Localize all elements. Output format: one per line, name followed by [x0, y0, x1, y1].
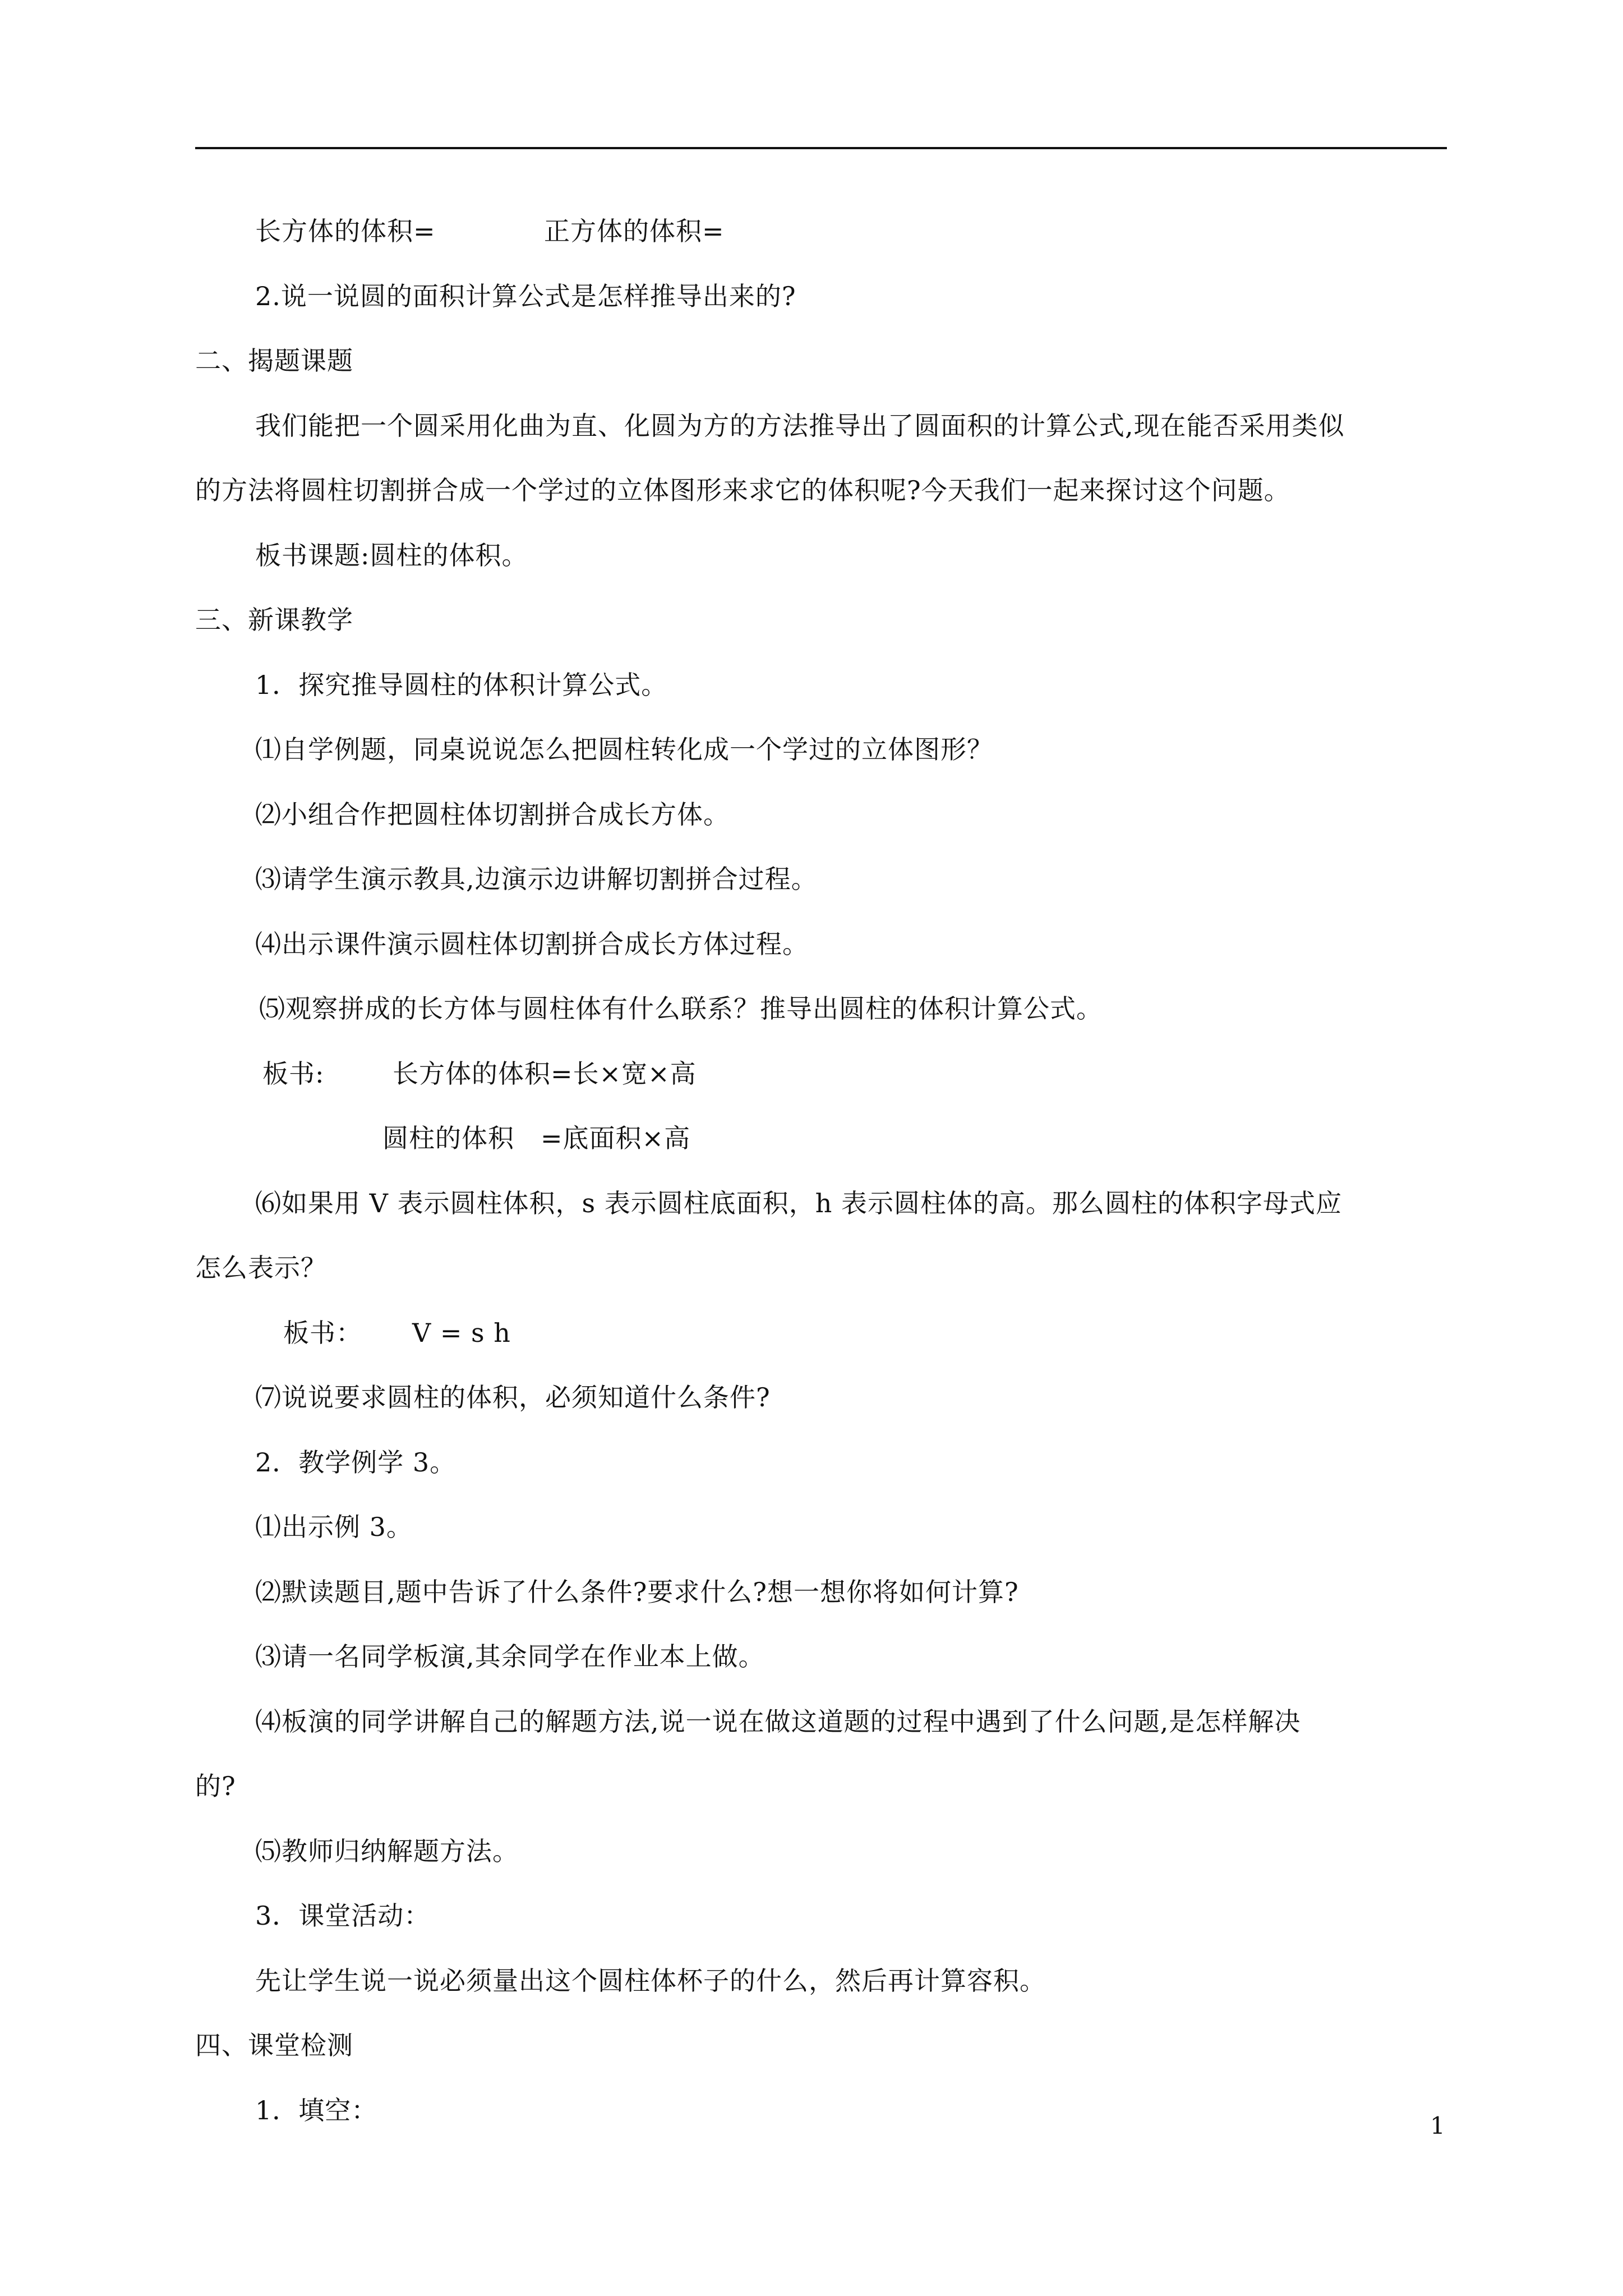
text-example-1: ⑴出示例 3。 [255, 1512, 413, 1542]
text-example-4-line-1: ⑷板演的同学讲解自己的解题方法,说一说在做这道题的过程中遇到了什么问题,是怎样解决 [255, 1706, 1301, 1737]
board-label-1: 板书: [262, 1059, 325, 1089]
text-fill-blank: 1．填空： [255, 2095, 378, 2125]
text-paragraph-line-2: 的方法将圆柱切割拼合成一个学过的立体图形来求它的体积呢?今天我们一起来探讨这个问题。 [195, 475, 1290, 505]
text-example-4-line-2: 的? [195, 1771, 236, 1801]
formula-cylinder: 圆柱的体积 =底面积×高 [382, 1123, 691, 1153]
text-example-3: ⑶请一名同学板演,其余同学在作业本上做。 [255, 1641, 765, 1672]
text-item-7: ⑺说说要求圆柱的体积，必须知道什么条件? [255, 1382, 771, 1412]
text-item-2: ⑵小组合作把圆柱体切割拼合成长方体。 [255, 799, 730, 830]
text-activity: 先让学生说一说必须量出这个圆柱体杯子的什么，然后再计算容积。 [255, 1966, 1046, 1996]
text-circle-area-question: 2.说一说圆的面积计算公式是怎样推导出来的? [255, 281, 796, 311]
text-item-5: ⑸观察拼成的长方体与圆柱体有什么联系？推导出圆柱的体积计算公式。 [259, 993, 1103, 1024]
section-heading-2: 二、揭题课题 [195, 346, 353, 376]
text-step-2: 2．教学例学 3。 [255, 1447, 457, 1478]
text-step-1: 1．探究推导圆柱的体积计算公式。 [255, 670, 668, 700]
text-item-6-line-2: 怎么表示？ [195, 1253, 327, 1283]
page-number: 1 [1430, 2112, 1445, 2139]
text-example-5: ⑸教师归纳解题方法。 [255, 1836, 519, 1866]
text-item-6-line-1: ⑹如果用 V 表示圆柱体积，s 表示圆柱底面积，h 表示圆柱体的高。那么圆柱的体积字母式应 [255, 1188, 1342, 1218]
text-cube-volume: 正方体的体积= [544, 216, 725, 246]
formula-cuboid: 长方体的体积=长×宽×高 [393, 1059, 697, 1089]
board-label-2: 板书： [283, 1318, 362, 1348]
text-example-2: ⑵默读题目,题中告诉了什么条件?要求什么?想一想你将如何计算? [255, 1577, 1019, 1607]
formula-v-sh: V = s h [412, 1318, 511, 1348]
text-step-3: 3．课堂活动： [255, 1901, 431, 1931]
text-item-4: ⑷出示课件演示圆柱体切割拼合成长方体过程。 [255, 929, 809, 959]
text-item-1: ⑴自学例题，同桌说说怎么把圆柱转化成一个学过的立体图形？ [255, 734, 993, 765]
text-cuboid-volume: 长方体的体积= [255, 216, 436, 246]
section-heading-4: 四、课堂检测 [195, 2030, 353, 2060]
header-rule [195, 147, 1447, 149]
section-heading-3: 三、新课教学 [195, 605, 353, 635]
text-paragraph-line-1: 我们能把一个圆采用化曲为直、化圆为方的方法推导出了圆面积的计算公式,现在能否采用类似 [255, 411, 1345, 441]
text-item-3: ⑶请学生演示教具,边演示边讲解切割拼合过程。 [255, 864, 818, 894]
text-board-title: 板书课题:圆柱的体积。 [255, 540, 528, 570]
